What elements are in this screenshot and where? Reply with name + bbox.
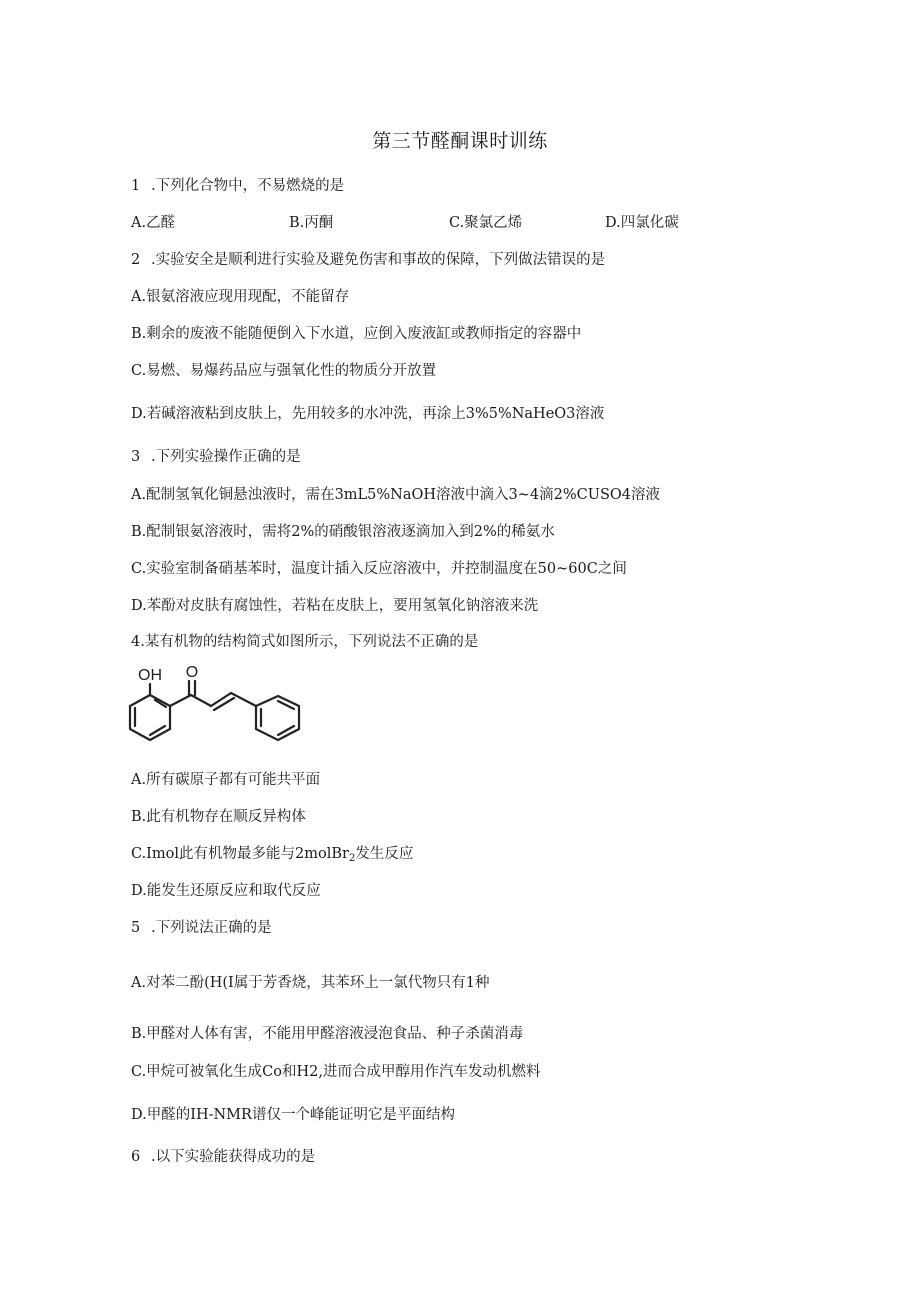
question-stem: .下列实验操作正确的是 [151,449,301,465]
chemical-structure-diagram [128,662,308,748]
q4-option-c [131,842,413,864]
q2-option-c: C.易燃、易爆药品应与强氧化性的物质分开放置 [131,363,437,379]
q3-option-a: A.配制氢氧化铜悬浊液时，需在3mL5%NaOH溶液中滴入3~4滴2%CUSO4溶液 [131,487,661,503]
q1-option-c: C.聚氯乙烯 [449,215,523,231]
question-2 [131,248,605,269]
question-1 [131,174,344,195]
q4-option-b: B.此有机物存在顺反异构体 [131,809,306,825]
question-stem: .下列化合物中，不易燃烧的是 [151,178,345,194]
page-title: 第三节醛酮课时训练 [372,130,548,152]
question-number: 3 [131,449,141,465]
q1-option-d: D.四氯化碳 [605,215,679,231]
question-stem: .实验安全是顺利进行实验及避免伤害和事故的保障，下列做法错误的是 [151,252,606,268]
q2-option-a: A.银氨溶液应现用现配，不能留存 [131,289,350,305]
q5-option-a: A.对苯二酚(H(I属于芳香烧，其苯环上一氯代物只有1种 [131,975,490,991]
question-number: 1 [131,178,141,194]
oxygen-label: O [185,664,199,681]
q1-option-a: A.乙醛 [131,215,176,231]
q3-option-c: C.实验室制备硝基苯时，温度计插入反应溶液中，并控制温度在50~60C之间 [131,561,627,577]
question-3 [131,445,301,466]
q3-option-b: B.配制银氨溶液时，需将2%的硝酸银溶液逐滴加入到2%的稀氨水 [131,524,555,540]
q4-option-a: A.所有碳原子都有可能共平面 [131,772,321,788]
question-number: 2 [131,252,141,268]
q5-option-d: D.甲醛的IH-NMR谱仅一个峰能证明它是平面结构 [131,1107,455,1123]
question-number: 5 [131,920,141,936]
q1-option-b: B.丙酮 [289,215,334,231]
question-4-stem: 4.某有机物的结构简式如图所示，下列说法不正确的是 [131,634,479,650]
oh-label: OH [138,667,162,684]
question-5 [131,916,272,937]
q3-option-d: D.苯酚对皮肤有腐蚀性，若粘在皮肤上，要用氢氧化钠溶液来洗 [131,598,539,614]
right-benzene-ring [256,696,299,740]
q4-option-c-prefix: C.Imol此有机物最多能与2molBr [131,846,349,862]
q5-option-b: B.甲醛对人体有害，不能用甲醛溶液浸泡食品、种子杀菌消毒 [131,1026,524,1042]
question-stem: .下列说法正确的是 [151,920,272,936]
q5-option-c: C.甲烷可被氧化生成Co和H2,进而合成甲醇用作汽车发动机燃料 [131,1064,541,1080]
q4-option-c-subscript: 2 [348,853,356,864]
question-stem: .以下实验能获得成功的是 [151,1149,316,1165]
q4-option-c-suffix: 发生反应 [355,846,414,862]
question-6 [131,1145,315,1166]
q2-option-b: B.剩余的废液不能随便倒入下水道，应倒入废液缸或教师指定的容器中 [131,326,582,342]
q2-option-d: D.若碱溶液粘到皮肤上，先用较多的水冲洗，再涂上3%5%NaHeO3溶液 [131,406,605,422]
question-number: 6 [131,1149,141,1165]
q4-option-d: D.能发生还原反应和取代反应 [131,883,321,899]
